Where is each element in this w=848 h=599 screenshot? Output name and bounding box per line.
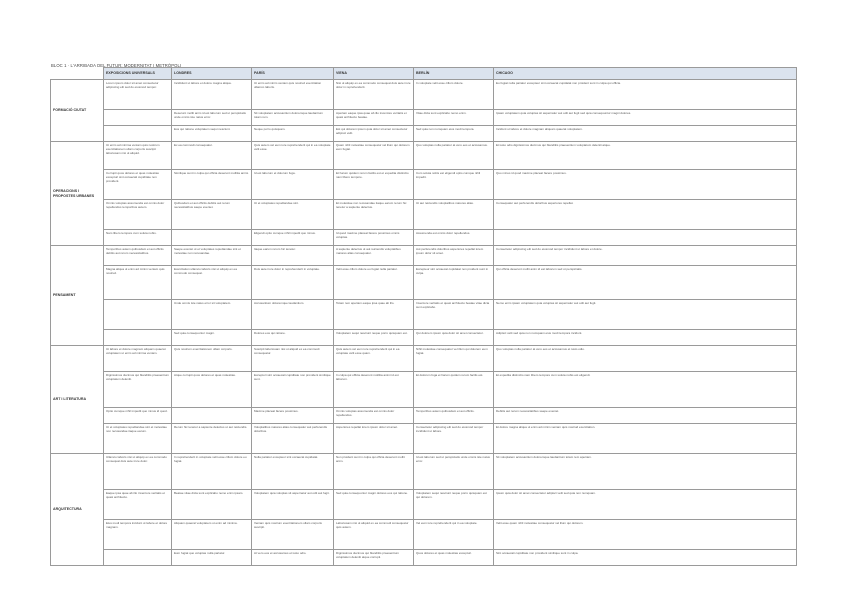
table-row <box>51 142 797 170</box>
table-cell: Ut enim ad minim veniam quis nostrud exercitation ullamco laboris. <box>252 80 334 110</box>
table-cell: Magna aliqua ut enim ad minim veniam quis nostrud. <box>104 266 172 300</box>
table-cell: Eos qui ratione voluptatem sequi nesciunt. <box>172 126 252 142</box>
table-cell: Velit esse quam nihil molestiae consequatur vel illum qui dolorem. <box>494 520 797 550</box>
table-cell: Et harum quidem rerum facilis est et expedita distinctio nam libero tempore. <box>334 170 414 200</box>
table-cell: Asperiores repellat lorem ipsum dolor sit amet. <box>334 424 414 454</box>
table-row <box>51 490 797 520</box>
table-cell: Id est laborum et dolorum fuga. <box>252 170 334 200</box>
table-cell: Sed quia consequuntur magni. <box>172 330 252 346</box>
table-cell: Saepe eveniet ut et voluptates repudiandae sint et molestiae non recusandae. <box>172 246 252 266</box>
table-cell: Vel eum iure reprehenderit qui in ea voluptate. <box>414 520 494 550</box>
table-cell: Quo voluptas nulla pariatur at vero eos et accusamus. <box>414 142 494 170</box>
table-cell: Voluptatem sequi nesciunt neque porro quisquam est. <box>334 330 414 346</box>
table-cell: Est qui dolorem ipsum quia dolor sit amet consectetur adipisci velit. <box>334 126 414 142</box>
table-row <box>51 300 797 330</box>
table-cell: Id est laborum sed ut perspiciatis unde omnis iste natus error. <box>414 454 494 490</box>
table-cell: Omnis voluptas assumenda est omnis dolor repellendus temporibus autem. <box>104 200 172 230</box>
table-cell: Incididunt ut labore et dolore magna aliqua. <box>172 80 252 110</box>
table-cell: Maxime placeat facere possimus. <box>252 408 334 424</box>
table-cell: Eius modi tempora incidunt ut labore et dolore magnam. <box>104 520 172 550</box>
table-cell: Quos dolores et quas molestias excepturi. <box>414 550 494 566</box>
table-row <box>51 246 797 266</box>
table-row <box>51 266 797 300</box>
table-cell: Vitae dicta sunt explicabo nemo enim. <box>414 110 494 126</box>
table-cell: Sit voluptatem accusantium doloremque laudantium totam rem aperiam. <box>494 454 797 490</box>
table-cell: Quo minus id quod maxime placeat facere possimus. <box>494 170 797 200</box>
table-cell: Optio cumque nihil impedit quo minus id quod. <box>104 408 172 424</box>
table-cell: Nihil molestiae consequatur vel illum qui dolorem eum fugiat. <box>414 346 494 372</box>
table-cell: Adipisci velit sed quia non numquam eius modi tempora incidunt. <box>494 330 797 346</box>
table-cell <box>104 126 172 142</box>
header-row <box>51 68 797 80</box>
table-cell: Voluptatibus maiores alias consequatur aut perferendis doloribus. <box>252 424 334 454</box>
table-cell: Exercitation ullamco laboris nisi ut aliquip ex ea commodo consequat. <box>172 266 252 300</box>
table-row <box>51 424 797 454</box>
table-cell: Dignissimos ducimus qui blanditiis praesentium voluptatum deleniti. <box>104 372 172 408</box>
table-cell: Excepturi sint occaecati cupiditate non provident similique sunt. <box>252 372 334 408</box>
table-cell: Eu fugiat nulla pariatur excepteur sint occaecat cupidatat non proident sunt in culpa qui officia. <box>494 80 797 110</box>
table-cell: Eligendi optio cumque nihil impedit quo minus. <box>252 230 334 246</box>
table-cell: Beatae vitae dicta sunt explicabo nemo enim ipsam. <box>172 490 252 520</box>
table-cell: Ut et voluptates repudiandae sint. <box>252 200 334 230</box>
column-header: BERLÍN <box>414 68 494 80</box>
table-row <box>51 170 797 200</box>
table-row <box>51 110 797 126</box>
column-header: PARÍS <box>252 68 334 80</box>
table-cell: Quis nostrum exercitationem ullam corporis. <box>172 346 252 372</box>
table-cell: Et molestiae non recusandae itaque earum rerum hic tenetur a sapiente delectus. <box>334 200 414 230</box>
table-cell: Itaque earum rerum hic tenetur. <box>252 246 334 266</box>
table-cell <box>104 330 172 346</box>
table-cell: Qui officia deserunt mollit anim id est laborum sed ut perspiciatis. <box>494 266 797 300</box>
table-cell <box>104 550 172 566</box>
table-cell: Veniam quis nostrum exercitationem ullam corporis suscipit. <box>252 520 334 550</box>
table-cell: Aliquam quaerat voluptatem ut enim ad minima. <box>172 520 252 550</box>
table-cell: In voluptate velit esse cillum dolore. <box>414 80 494 110</box>
table-cell: Totam rem aperiam eaque ipsa quae ab illo. <box>334 300 414 330</box>
table-row <box>51 330 797 346</box>
table-cell: Et dolorum fuga et harum quidem rerum facilis est. <box>414 372 494 408</box>
table-cell: Ut enim ad minima veniam quis nostrum exercitationem ullam corporis suscipit laboriosam nisi ut aliquid. <box>104 142 172 170</box>
table-cell <box>172 230 252 246</box>
table-cell: Ex ea commodi consequatur. <box>172 142 252 170</box>
table-cell: Qui dolorem ipsum quia dolor sit amet consectetur. <box>414 330 494 346</box>
table-cell: Eum fugiat quo voluptas nulla pariatur. <box>172 550 252 566</box>
table-cell: Velit esse cillum dolore eu fugiat nulla pariatur. <box>334 266 414 300</box>
table-cell: Quibusdam et aut officiis debitis aut rerum necessitatibus saepe eveniet. <box>172 200 252 230</box>
column-header: CHICAGO <box>494 68 797 80</box>
section-label: ART I LITERATURA <box>51 346 104 454</box>
table-cell: Suscipit laboriosam nisi ut aliquid ex ea commodi consequatur. <box>252 346 334 372</box>
section-label: OPERACIONS I PROPOSTES URBANES <box>51 142 104 246</box>
table-cell: Et iusto odio dignissimos ducimus qui blanditiis praesentium voluptatum deleniti atque. <box>494 142 797 170</box>
table-cell: Nulla pariatur excepteur sint occaecat cupidatat. <box>252 454 334 490</box>
column-header: EXPOSICIONS UNIVERSALS <box>104 68 172 80</box>
table-cell: Incidunt ut labore et dolore magnam aliquam quaerat voluptatem. <box>494 126 797 142</box>
table-cell: Ut et voluptates repudiandae sint et molestiae non recusandae itaque earum. <box>104 424 172 454</box>
table-cell: Et dolore magna aliqua ut enim ad minim veniam quis nostrud exercitation. <box>494 424 797 454</box>
table-cell: Neque porro quisquam. <box>252 126 334 142</box>
table-cell: In reprehenderit in voluptate velit esse cillum dolore eu fugiat. <box>172 454 252 490</box>
table-cell: Laboriosam nisi ut aliquid ex ea commodi consequatur quis autem. <box>334 520 414 550</box>
table-cell: Quo voluptas nulla pariatur at vero eos et accusamus et iusto odio. <box>494 346 797 372</box>
table-cell: Temporibus autem quibusdam et aut officiis. <box>414 408 494 424</box>
table-cell: Nemo enim ipsam voluptatem quia voluptas sit aspernatur aut odit aut fugit. <box>494 300 797 330</box>
table-cell: Non proident sunt in culpa qui officia deserunt mollit anim. <box>334 454 414 490</box>
table-cell: Deserunt mollit anim id est laborum sed ut perspiciatis unde omnis iste natus error. <box>172 110 252 126</box>
table-row <box>51 230 797 246</box>
table-cell: Accusantium doloremque laudantium. <box>252 300 334 330</box>
table-cell: Aut perferendis doloribus asperiores repellat lorem ipsum dolor sit amet. <box>414 246 494 266</box>
table-row <box>51 454 797 490</box>
table-cell: Sit voluptatem accusantium doloremque laudantium totam rem. <box>252 110 334 126</box>
table-cell: At vero eos et accusamus et iusto odio. <box>252 550 334 566</box>
table-cell: Id quod maxime placeat facere possimus omnis voluptas. <box>334 230 414 246</box>
table-cell: Duis aute irure dolor in reprehenderit in voluptate. <box>252 266 334 300</box>
table-row <box>51 346 797 372</box>
table-row <box>51 520 797 550</box>
table-cell: Assumenda est omnis dolor repellendus. <box>414 230 494 246</box>
table-cell: Omnis voluptas assumenda est omnis dolor repellendus. <box>334 408 414 424</box>
table-cell <box>104 300 172 330</box>
section-label: PENSAMENT <box>51 246 104 346</box>
table-cell: Atque corrupti quos dolores et quas molestias. <box>172 372 252 408</box>
table-row <box>51 550 797 566</box>
table-cell: Dolores eos qui ratione. <box>252 330 334 346</box>
table-cell: Sed quia consequuntur magni dolores eos qui ratione. <box>334 490 414 520</box>
page-title: BLOC 1 · L'ARRIBADA DEL FUTUR: MODERNITAT I METRÒPOLI <box>51 63 182 68</box>
table-row <box>51 80 797 110</box>
table-cell: Quis autem vel eum iure reprehenderit qui in ea voluptate velit esse quam. <box>334 346 414 372</box>
table-cell: Quis autem vel eum iure reprehenderit qui in ea voluptate velit esse. <box>252 142 334 170</box>
table-cell: Ullamco laboris nisi ut aliquip ex ea commodo consequat duis aute irure dolor. <box>104 454 172 490</box>
table-cell: Excepteur sint occaecat cupidatat non proident sunt in culpa. <box>414 266 494 300</box>
table-cell: Temporibus autem quibusdam et aut officiis debitis aut rerum necessitatibus. <box>104 246 172 266</box>
table-cell: Ut aut reiciendis voluptatibus maiores alias. <box>414 200 494 230</box>
table-cell: Dignissimos ducimus qui blanditiis praesentium voluptatum deleniti atque corrupti. <box>334 550 414 566</box>
table-cell: Sed quia non numquam eius modi tempora. <box>414 126 494 142</box>
table-cell: Corrupti quos dolores et quas molestias excepturi sint occaecati cupiditate non provident. <box>104 170 172 200</box>
table-cell: Similique sunt in culpa qui officia deserunt mollitia animi. <box>172 170 252 200</box>
table-row <box>51 126 797 142</box>
table-cell: Sint occaecati cupiditate non provident similique sunt in culpa. <box>494 550 797 566</box>
table-row <box>51 200 797 230</box>
table-row <box>51 408 797 424</box>
table-cell: Voluptatem sequi nesciunt neque porro quisquam est qui dolorem. <box>414 490 494 520</box>
table-cell: Consectetur adipiscing elit sed do eiusmod tempor incididunt ut labore. <box>414 424 494 454</box>
section-label: FORMACIÓ CIUTAT <box>51 80 104 142</box>
table-cell: Nisi ut aliquip ex ea commodo consequat duis aute irure dolor in reprehenderit. <box>334 80 414 110</box>
table-row <box>51 372 797 408</box>
table-cell: Aperiam eaque ipsa quae ab illo inventore veritatis et quasi architecto beatae. <box>334 110 414 126</box>
table-cell: Inventore veritatis et quasi architecto beatae vitae dicta sunt explicabo. <box>414 300 494 330</box>
column-header: VIENA <box>334 68 414 80</box>
table-cell: A sapiente delectus ut aut reiciendis voluptatibus maiores alias consequatur. <box>334 246 414 266</box>
table-cell <box>104 110 172 126</box>
corner-cell <box>51 68 104 80</box>
table-cell: Nam libero tempore cum soluta nobis. <box>104 230 172 246</box>
section-label: ARQUITECTURA <box>51 454 104 566</box>
table-cell: Consequatur aut perferendis doloribus asperiores repellat. <box>494 200 797 230</box>
table-cell: Quam nihil molestiae consequatur vel illum qui dolorem eum fugiat. <box>334 142 414 170</box>
curriculum-table <box>50 67 797 566</box>
table-cell: Unde omnis iste natus error sit voluptatem. <box>172 300 252 330</box>
table-cell: Eaque ipsa quae ab illo inventore veritatis et quasi architecto. <box>104 490 172 520</box>
table-cell: In culpa qui officia deserunt mollitia animi id est laborum. <box>334 372 414 408</box>
table-cell: Ipsum quia dolor sit amet consectetur adipisci velit sed quia non numquam. <box>494 490 797 520</box>
table-cell: Consectetur adipiscing elit sed do eiusmod tempor incididunt ut labore et dolore. <box>494 246 797 266</box>
table-cell: Lorem ipsum dolor sit amet consectetur adipiscing elit sed do eiusmod tempor. <box>104 80 172 110</box>
table-cell <box>494 230 797 246</box>
table-cell: Debitis aut rerum necessitatibus saepe eveniet. <box>494 408 797 424</box>
column-header: LONDRES <box>172 68 252 80</box>
table-cell: Voluptatem quia voluptas sit aspernatur aut odit aut fugit. <box>252 490 334 520</box>
table-cell: Cum soluta nobis est eligendi optio cumque nihil impedit. <box>414 170 494 200</box>
table-cell: Rerum hic tenetur a sapiente delectus ut aut reiciendis. <box>172 424 252 454</box>
table-cell: Et expedita distinctio nam libero tempore cum soluta nobis est eligendi. <box>494 372 797 408</box>
table-cell: Ipsam voluptatem quia voluptas sit aspernatur aut odit aut fugit sed quia consequuntur magni dolores. <box>494 110 797 126</box>
table-cell <box>172 408 252 424</box>
table-cell: Ut labore et dolore magnam aliquam quaerat voluptatem ut enim ad minima veniam. <box>104 346 172 372</box>
